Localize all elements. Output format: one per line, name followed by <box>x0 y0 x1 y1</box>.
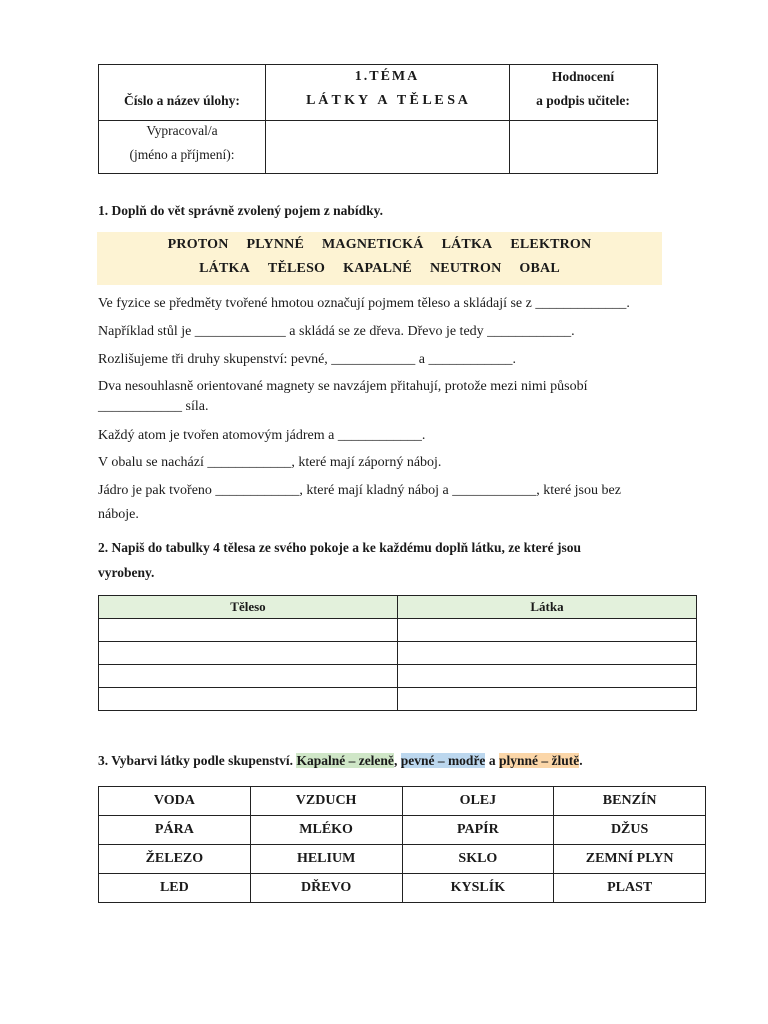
substance-word[interactable]: VODA <box>99 787 251 816</box>
substance-cell[interactable] <box>398 642 697 665</box>
grade-label: Hodnocení <box>551 69 615 84</box>
substance-word[interactable]: DŘEVO <box>250 874 402 903</box>
sentence-2: Například stůl je _____________ a skládá se ze dřeva. Dřevo je tedy ____________. <box>98 324 575 339</box>
sentence-3: Rozlišujeme tři druhy skupenství: pevné, ____________ a ____________. <box>98 352 517 367</box>
substance-word[interactable]: ZEMNÍ PLYN <box>554 845 706 874</box>
legend-separator: . <box>579 753 583 768</box>
sentence-7-continued: náboje. <box>98 507 139 522</box>
word-offer-box <box>97 232 662 285</box>
offer-word: LÁTKA <box>199 261 250 276</box>
substance-word[interactable]: HELIUM <box>250 845 402 874</box>
offer-row-1 <box>97 237 662 253</box>
substance-word[interactable]: LED <box>99 874 251 903</box>
offer-row-2 <box>97 261 662 277</box>
substance-cell[interactable] <box>398 665 697 688</box>
legend-separator: a <box>488 753 496 768</box>
sentence-5: Každý atom je tvořen atomovým jádrem a ____________. <box>98 428 426 443</box>
sentence-4-continued: ____________ síla. <box>98 399 209 414</box>
substance-word[interactable]: BENZÍN <box>554 787 706 816</box>
header-table <box>98 64 658 174</box>
offer-word: LÁTKA <box>441 237 493 252</box>
substance-word[interactable]: KYSLÍK <box>402 874 554 903</box>
offer-word: TĚLESO <box>267 261 326 276</box>
q3-title-prefix: 3. Vybarvi látky podle skupenství. <box>98 753 294 768</box>
legend-gas: plynné – žlutě <box>498 753 580 768</box>
substance-word[interactable]: PLAST <box>554 874 706 903</box>
substance-cell[interactable] <box>398 619 697 642</box>
legend-solid: pevné – modře <box>400 753 486 768</box>
q3-title <box>98 753 583 769</box>
offer-word: ELEKTRON <box>510 237 592 252</box>
header-divider <box>99 120 657 121</box>
offer-word: KAPALNÉ <box>343 261 412 276</box>
author-label: Vypracoval/a <box>146 123 218 138</box>
theme-number: 1.TÉMA <box>354 69 420 84</box>
task-label: Číslo a název úlohy: <box>124 93 240 108</box>
author-name-label: (jméno a příjmení): <box>129 147 235 162</box>
body-cell[interactable] <box>99 665 398 688</box>
legend-separator: , <box>393 753 398 768</box>
q1-title: 1. Doplň do vět správně zvolený pojem z nabídky. <box>98 203 384 218</box>
substance-word[interactable]: VZDUCH <box>250 787 402 816</box>
substance-word[interactable]: OLEJ <box>402 787 554 816</box>
body-cell[interactable] <box>99 642 398 665</box>
grade-label-signature: a podpis učitele: <box>536 93 630 108</box>
substance-word[interactable]: DŽUS <box>554 816 706 845</box>
substance-cell[interactable] <box>398 688 697 711</box>
bodies-table <box>98 595 697 711</box>
offer-word: PLYNNÉ <box>246 237 304 252</box>
substance-word[interactable]: SKLO <box>402 845 554 874</box>
substance-word[interactable]: MLÉKO <box>250 816 402 845</box>
offer-word: PROTON <box>167 237 229 252</box>
substance-word[interactable]: PAPÍR <box>402 816 554 845</box>
sentence-4: Dva nesouhlasně orientované magnety se navzájem přitahují, protože mezi nimi působí <box>98 379 588 394</box>
offer-word: OBAL <box>519 261 560 276</box>
column-header-body: Těleso <box>99 596 398 619</box>
q2-title: 2. Napiš do tabulky 4 tělesa ze svého pokoje a ke každému doplň látku, ze které jsou <box>98 540 582 555</box>
q2-title-continued: vyrobeny. <box>98 565 155 580</box>
theme-title: L Á T K Y A T Ě L E S A <box>306 93 468 108</box>
body-cell[interactable] <box>99 688 398 711</box>
substance-word[interactable]: ŽELEZO <box>99 845 251 874</box>
offer-word: MAGNETICKÁ <box>322 237 424 252</box>
sentence-7: Jádro je pak tvořeno ____________, které mají kladný náboj a ____________, které jsou bez <box>98 483 621 498</box>
legend-liquid: Kapalné – zeleně <box>296 753 394 768</box>
substance-word[interactable]: PÁRA <box>99 816 251 845</box>
substances-table <box>98 786 706 903</box>
column-header-substance: Látka <box>398 596 697 619</box>
body-cell[interactable] <box>99 619 398 642</box>
offer-word: NEUTRON <box>429 261 502 276</box>
sentence-1: Ve fyzice se předměty tvořené hmotou označují pojmem těleso a skládají se z _____________. <box>98 296 630 311</box>
sentence-6: V obalu se nachází ____________, které mají záporný náboj. <box>98 455 442 470</box>
